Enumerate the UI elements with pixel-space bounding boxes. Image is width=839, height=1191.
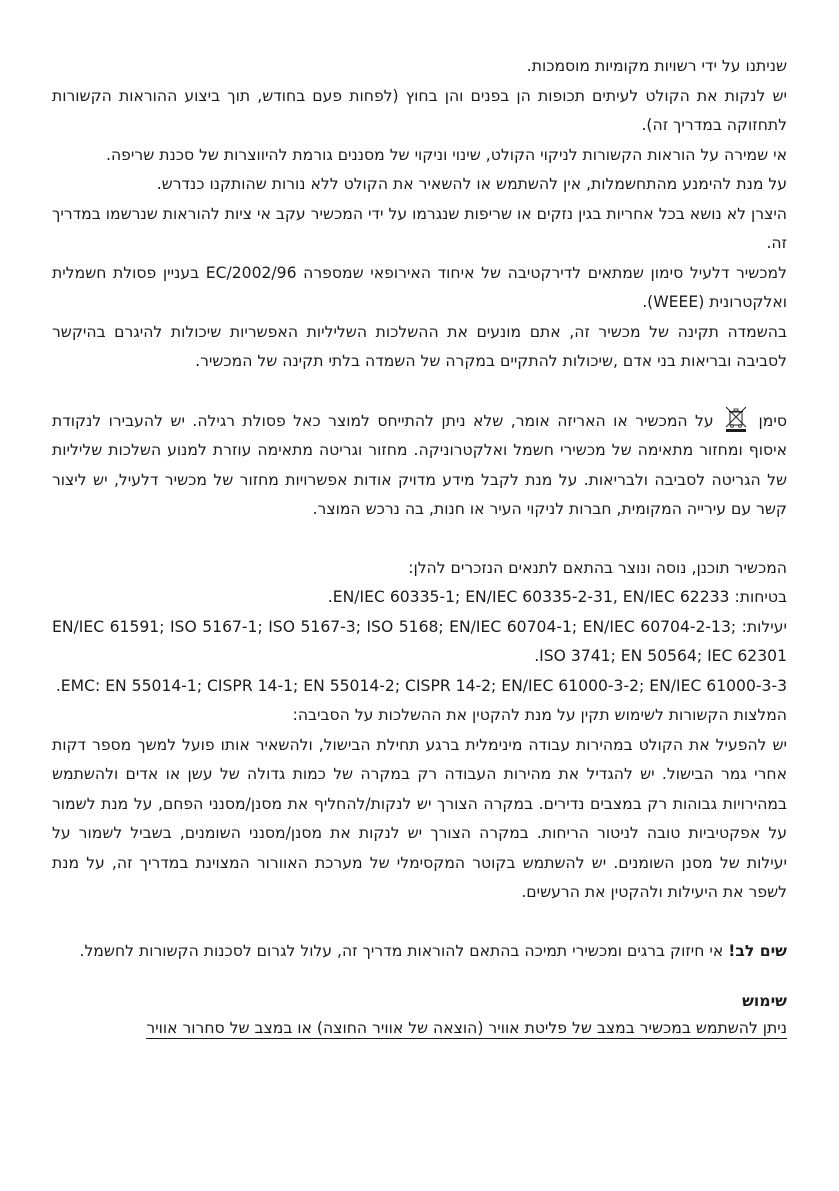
paragraph-electrocution: על מנת להימנע מהתחשמלות, אין להשתמש או להשאיר את הקולט ללא נורות שהותקנו כנדרש.: [156, 175, 787, 193]
symbol-explanation: על המכשיר או האריזה אומר, שלא ניתן להתייחס למוצר כאל פסולת רגילה. יש להעבירו לנקודת איסוף ומחזור מתאימה של מכשירי חשמל ואלקטרוניקה. מחזור וגריטה מתאימה עוזרת למנוע השלכות שליליות של הגריטה לסביבה ולבריאות. על מנת לקבל מידע מדויק אודות אפשרויות מחזור של מכשיר דלעיל, יש ליצור קשר עם עירייה המקומית, חברות לניקוי העיר או חנות, בה נרכש המוצר.: [52, 411, 787, 518]
paragraph-environment-recommendations: יש להפעיל את הקולט במהירות עבודה מינימלית ברגע תחילת הבישול, ולהשאיר אותו פועל למשך מספר דקות אחרי גמר הבישול. יש להגדיל את מהירות העבודה רק במקרה של כמות גדולה של עשן או אדים ולהשתמש במהירויות גבוהות רק במצבים נדירים. במקרה הצורך יש לנקות/להחליף את מסנן/מסנני הפחם, על מנת לשמור על אפקטיביות טובה לניטור הריחות. במקרה הצורך יש לנקות את מסנן/מסנני השומנים, בשביל לשמור על יעילות של מסנן השומנים. יש להשתמש בקוטר המקסימלי של מערכת האוורור המצוינת במדריך זה, על מנת לשפר את היעילות ולהקטין את הרעשים.: [52, 735, 787, 901]
symbol-label: סימן: [758, 411, 787, 430]
warning-text: אי חיזוק ברגים ומכשירי תמיכה בהתאם להוראות מדריך זה, עלול לגרום לסכנות הקשורות לחשמל.: [79, 941, 729, 960]
paragraph-proper-disposal: בהשמדה תקינה של מכשיר זה, אתם מונעים את ההשלכות השליליות האפשריות שיכולות להיגרם בהיקשר לסביבה ובריאות בני אדם ,שיכולות להתקיים במקרה של השמדה בלתי תקינה של המכשיר.: [52, 322, 787, 370]
paragraph-weee-directive: למכשיר דלעיל סימון שמתאים לדירקטיבה של איחוד האירופאי שמספרה EC/2002/96 בעניין פסולת חשמלית ואלקטרונית (WEEE).: [52, 263, 787, 311]
usage-text: ניתן להשתמש במכשיר במצב של פליטת אוויר (הוצאה של אוויר החוצה) או במצב של סחרור אוויר: [146, 1019, 787, 1037]
crossed-bin-icon: [725, 406, 747, 432]
paragraph-cleaning-frequency: יש לנקות את הקולט לעיתים תכופות הן בפנים והן בחוץ (לפחות פעם בחודש, תוך ביצוע ההוראות הקשורות לתחזוקה במדריך זה).: [52, 86, 787, 134]
paragraph-efficiency-standards: יעילות: EN/IEC 61591; ISO 5167-1; ISO 5167-3; ISO 5168; EN/IEC 60704-1; EN/IEC 60704-2-13; ISO 3741; EN 50564; IEC 62301.: [52, 617, 788, 665]
paragraph-authorities: שניתנו על ידי רשויות מקומיות מוסמכות.: [526, 57, 787, 75]
paragraph-liability: היצרן לא נושא בכל אחריות בגין נזקים או שריפות שנגרמו על ידי המכשיר עקב אי ציות להוראות שנרשמו במדריך זה.: [52, 204, 787, 252]
usage-heading: שימוש: [742, 992, 787, 1010]
paragraph-fire-hazard: אי שמירה על הוראות הקשורות לניקוי הקולט, שינוי וניקוי של מסננים גורמת להיווצרות של סכנת שריפה.: [106, 145, 787, 164]
paragraph-warning: [52, 937, 787, 967]
warning-label: שים לב!: [728, 941, 787, 960]
paragraph-weee-symbol: [52, 406, 787, 525]
paragraph-compliance-intro: המכשיר תוכנן, נוסה ונוצר בהתאם לתנאים הנזכרים להלן:: [408, 558, 787, 577]
document-page: [52, 52, 787, 1044]
paragraph-safety-standards: בטיחות: EN/IEC 60335-1; EN/IEC 60335-2-31, EN/IEC 62233.: [327, 588, 787, 606]
paragraph-usage: [52, 1014, 787, 1044]
paragraph-emc-standards: EMC: EN 55014-1; CISPR 14-1; EN 55014-2; CISPR 14-2; EN/IEC 61000-3-2; EN/IEC 61000-3-3.: [55, 676, 787, 695]
paragraph-environment-heading: המלצות הקשורות לשימוש תקין על מנת להקטין את ההשלכות על הסביבה:: [292, 706, 787, 724]
